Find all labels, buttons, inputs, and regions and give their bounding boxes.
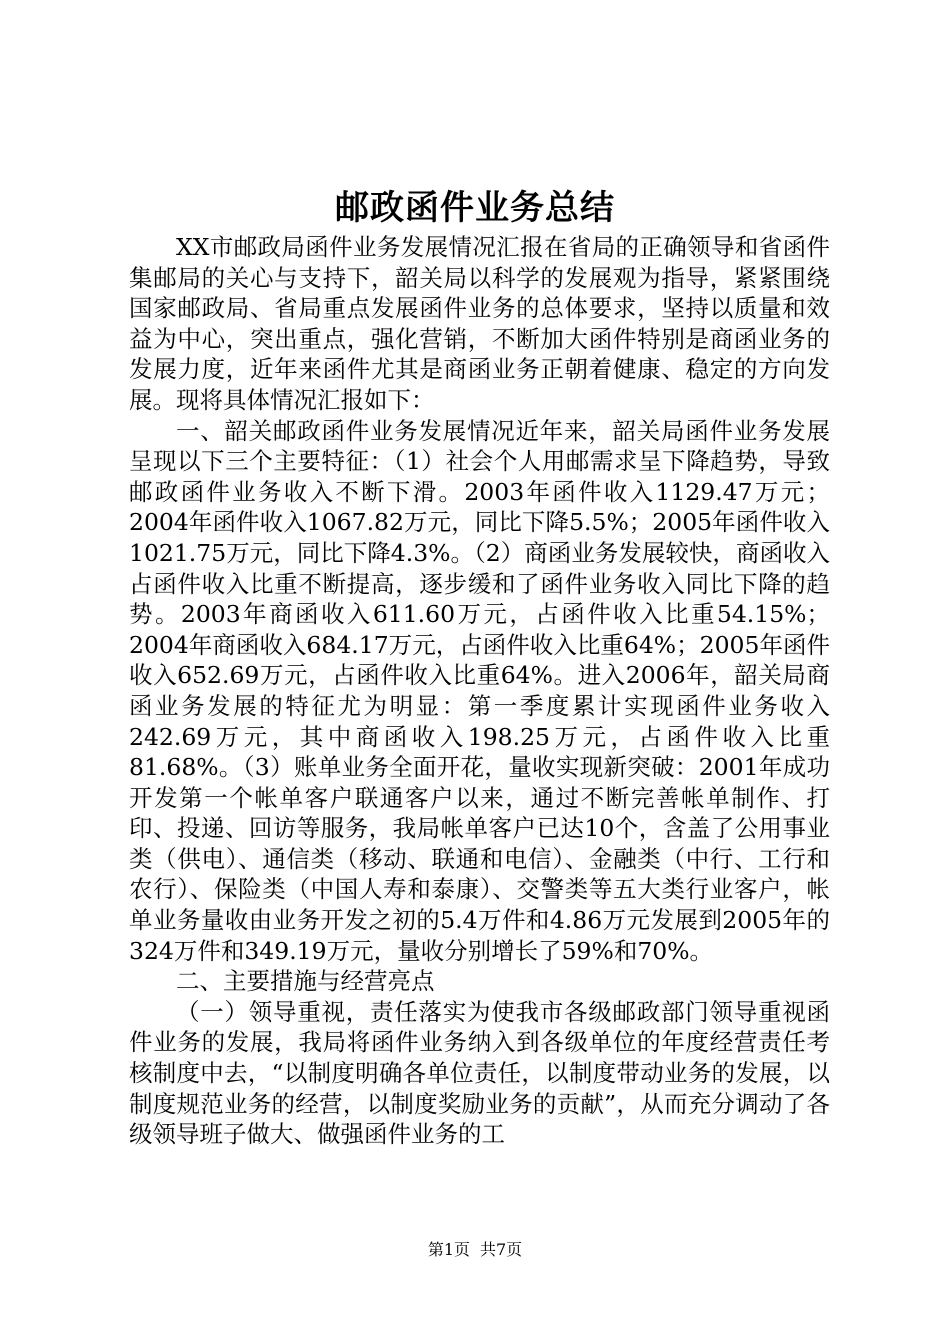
document-title: 邮政函件业务总结 — [335, 188, 615, 228]
paragraph-section-one: 一、韶关邮政函件业务发展情况近年来，韶关局函件业务发展呈现以下三个主要特征：（1）社会个人用邮需求呈下降趋势，导致邮政函件业务收入不断下滑。2003年函件收入1129.47万元；2004年函件收入1067.82万元，同比下降5.5%；2005年函件收入1021.75万元，同比下降4.3%。（2）商函业务发展较快，商函收入占函件收入比重不断提高，逐步缓和了函件业务收入同比下降的趋势。2003年商函收入611.60万元，占函件收入比重54.15%；2004年商函收入684.17万元，占函件收入比重64%；2005年函件收入652.69万元，占函件收入比重64%。进入2006年，韶关局商函业务发展的特征尤为明显：第一季度累计实现函件业务收入242.69万元，其中商函收入198.25万元，占函件收入比重81.68%。（3）账单业务全面开花，量收实现新突破：2001年成功开发第一个帐单客户联通客户以来，通过不断完善帐单制作、打印、投递、回访等服务，我局帐单客户已达10个，含盖了公用事业类（供电）、通信类（移动、联通和电信）、金融类（中行、工行和农行）、保险类（中国人寿和泰康）、交警类等五大类行业客户，帐单业务量收由业务开发之初的5.4万件和4.86万元发展到2005年的324万件和349.19万元，量收分别增长了59%和70%。 — [129, 416, 830, 965]
document-body — [129, 232, 830, 1150]
page-number: 第1页 — [427, 1240, 470, 1259]
paragraph-section-two-heading: 二、主要措施与经营亮点 — [176, 967, 435, 996]
paragraph-intro: XX市邮政局函件业务发展情况汇报在省局的正确领导和省函件集邮局的关心与支持下，韶关局以科学的发展观为指导，紧紧围绕国家邮政局、省局重点发展函件业务的总体要求，坚持以质量和效益为中心，突出重点，强化营销，不断加大函件特别是商函业务的发展力度，近年来函件尤其是商函业务正朝着健康、稳定的方向发展。现将具体情况汇报如下： — [129, 233, 830, 414]
page-footer — [0, 1240, 950, 1260]
page-total: 共7页 — [480, 1240, 523, 1259]
paragraph-subsection-one: （一）领导重视，责任落实为使我市各级邮政部门领导重视函件业务的发展，我局将函件业务纳入到各级单位的年度经营责任考核制度中去，“以制度明确各单位责任，以制度带动业务的发展，以制度规范业务的经营，以制度奖励业务的贡献”，从而充分调动了各级领导班子做大、做强函件业务的工 — [129, 997, 830, 1149]
